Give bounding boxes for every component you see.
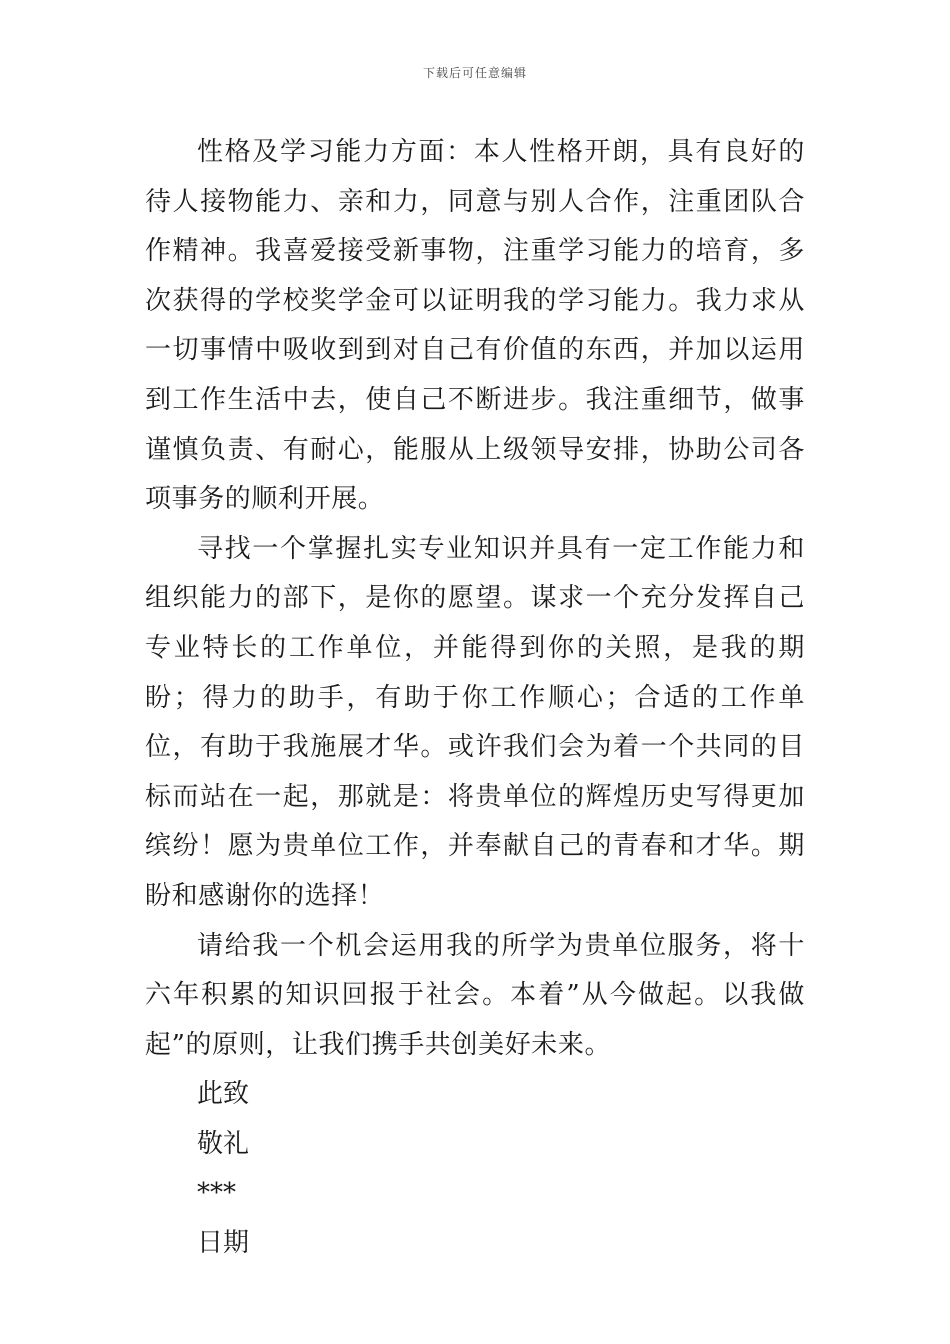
closing-regards: 敬礼 — [197, 1128, 250, 1159]
header-note: 下载后可任意编辑 — [422, 66, 527, 80]
date-line: 日期 — [197, 1228, 250, 1259]
signature: *** — [197, 1178, 236, 1209]
letter-body — [145, 128, 805, 1269]
paragraph-aspiration: 寻找一个掌握扎实专业知识并具有一定工作能力和组织能力的部下，是你的愿望。谋求一个充分发挥自己专业特长的工作单位，并能得到你的关照，是我的期盼；得力的助手，有助于你工作顺心；合适的工作单位，有助于我施展才华。或许我们会为着一个共同的目标而站在一起，那就是：将贵单位的辉煌历史写得更加缤纷！愿为贵单位工作，并奉献自己的青春和才华。期盼和感谢你的选择！ — [145, 533, 805, 911]
closing-salutation: 此致 — [197, 1079, 250, 1110]
paragraph-request: 请给我一个机会运用我的所学为贵单位服务，将十六年积累的知识回报于社会。本着”从今做起。以我做起”的原则，让我们携手共创美好未来。 — [145, 930, 805, 1060]
paragraph-personality: 性格及学习能力方面：本人性格开朗，具有良好的待人接物能力、亲和力，同意与别人合作，注重团队合作精神。我喜爱接受新事物，注重学习能力的培育，多次获得的学校奖学金可以证明我的学习能力。我力求从一切事情中吸收到到对自己有价值的东西，并加以运用到工作生活中去，使自己不断进步。我注重细节，做事谨慎负责、有耐心，能服从上级领导安排，协助公司各项事务的顺利开展。 — [145, 137, 805, 515]
